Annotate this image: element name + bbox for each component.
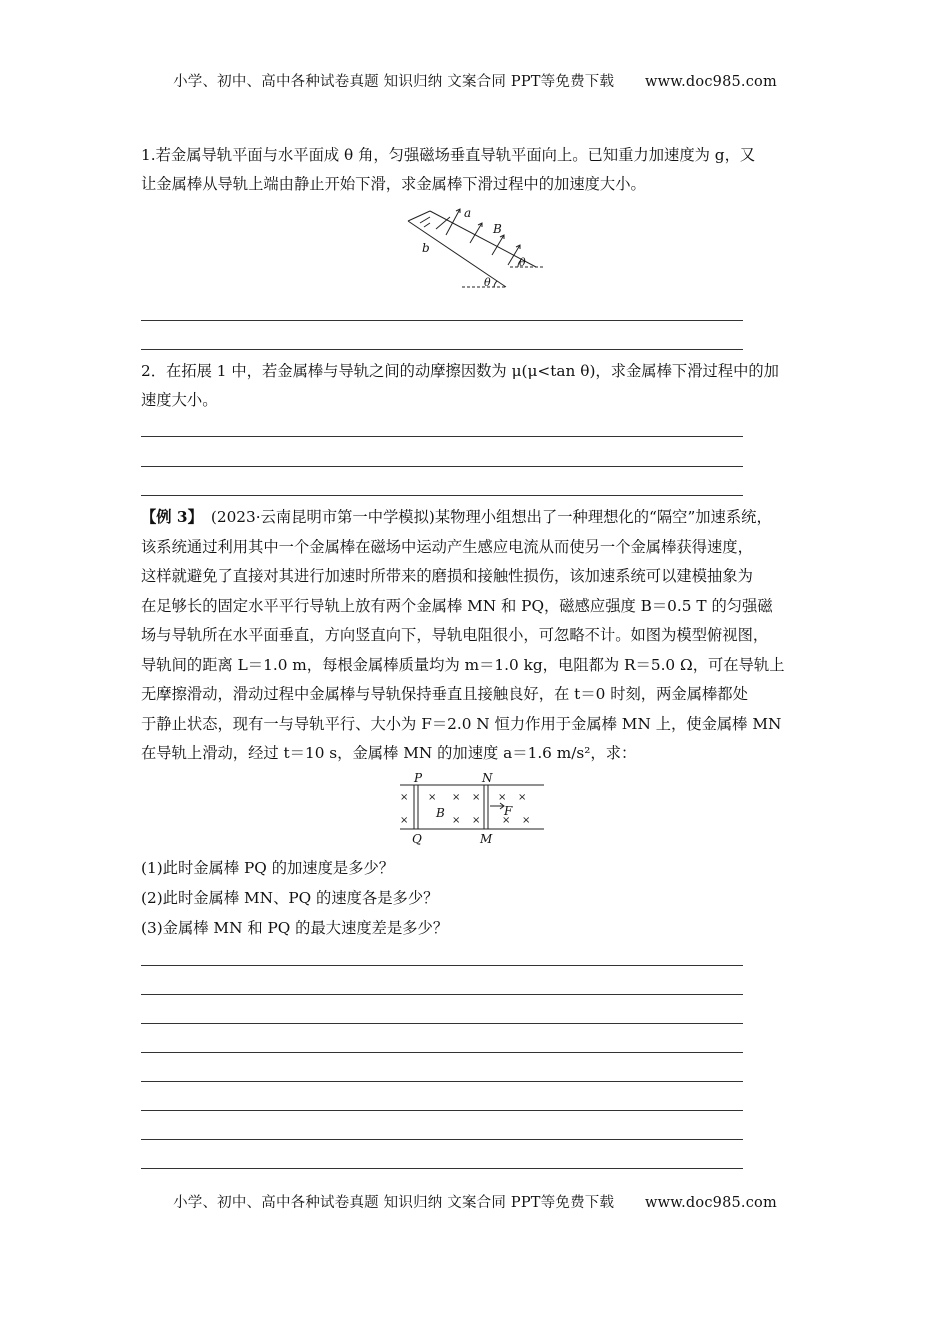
answer-line[interactable] <box>141 349 743 350</box>
field-mark: × <box>452 792 461 803</box>
battery-plate-short <box>424 223 430 227</box>
rod-MN <box>484 785 488 829</box>
example-3-line-3: 这样就避免了直接对其进行加速时所带来的磨损和接触性损伤，该加速系统可以建模抽象为 <box>141 567 753 585</box>
question-2-line-1: 2．在拓展 1 中，若金属棒与导轨之间的动摩擦因数为 μ(μ<tan θ)，求金属棒下滑过程中的加 <box>141 362 779 380</box>
example-3-text: (2023·云南昆明市第一中学模拟)某物理小组想出了一种理想化的“隔空”加速系统， <box>210 508 772 526</box>
page-footer <box>0 1191 950 1212</box>
question-2 <box>141 357 813 415</box>
question-1 <box>141 141 813 199</box>
footer-site: www.doc985.com <box>644 1195 777 1211</box>
sub-questions <box>141 853 813 943</box>
field-mark: × <box>400 792 409 803</box>
footer-text: 小学、初中、高中各种试卷真题 知识归纳 文案合同 PPT等免费下载 <box>173 1195 615 1211</box>
header-text: 小学、初中、高中各种试卷真题 知识归纳 文案合同 PPT等免费下载 <box>173 74 615 90</box>
example-3-line-8: 于静止状态，现有一与导轨平行、大小为 F＝2.0 N 恒力作用于金属棒 MN 上，使金属棒 MN <box>141 714 782 733</box>
answer-line[interactable] <box>141 495 743 496</box>
example-3-line-2: 该系统通过利用其中一个金属棒在磁场中运动产生感应电流从而使另一个金属棒获得速度， <box>141 537 753 556</box>
sub-question-2: (2)此时金属棒 MN、PQ 的速度各是多少？ <box>141 889 439 907</box>
answer-line[interactable] <box>141 1052 743 1053</box>
label-N: N <box>482 773 493 785</box>
answer-line[interactable] <box>141 1139 743 1140</box>
page-header <box>0 70 950 91</box>
example-3-line-5: 场与导轨所在水平面垂直，方向竖直向下，导轨电阻很小，可忽略不计。如图为模型俯视图， <box>141 626 769 644</box>
example-3-label: 【例 3】 <box>141 508 203 526</box>
answer-line[interactable] <box>141 466 743 467</box>
answer-line[interactable] <box>141 965 743 966</box>
rod-PQ <box>414 785 418 829</box>
field-mark: × <box>452 815 461 826</box>
field-mark: × <box>472 792 481 803</box>
field-mark: × <box>518 792 527 803</box>
field-mark: × <box>428 792 437 803</box>
label-theta-1: θ <box>519 256 526 269</box>
label-B: B <box>436 806 445 820</box>
answer-line[interactable] <box>141 1110 743 1111</box>
example-3-line-9: 在导轨上滑动，经过 t＝10 s，金属棒 MN 的加速度 a＝1.6 m/s²，求： <box>141 744 637 762</box>
field-mark: × <box>522 815 531 826</box>
answer-line[interactable] <box>141 1168 743 1169</box>
answer-line[interactable] <box>141 1023 743 1024</box>
parallel-rail-figure <box>398 773 548 847</box>
header-site: www.doc985.com <box>644 74 777 90</box>
battery-plate-long <box>420 217 430 223</box>
answer-line[interactable] <box>141 436 743 437</box>
label-B: B <box>493 222 502 236</box>
question-2-line-2: 速度大小。 <box>141 391 218 409</box>
answer-line[interactable] <box>141 320 743 321</box>
answer-line[interactable] <box>141 994 743 995</box>
example-3-line-1 <box>141 503 821 533</box>
question-1-line-1: 1.若金属导轨平面与水平面成 θ 角，匀强磁场垂直导轨平面向上。已知重力加速度为 g，又 <box>141 146 756 164</box>
field-mark: × <box>502 815 511 826</box>
inclined-rail-figure <box>400 203 550 293</box>
sub-question-3: (3)金属棒 MN 和 PQ 的最大速度差是多少？ <box>141 919 449 937</box>
label-a: a <box>464 206 472 220</box>
label-theta-2: θ <box>484 276 491 289</box>
field-mark: × <box>400 815 409 826</box>
question-1-line-2: 让金属棒从导轨上端由静止开始下滑，求金属棒下滑过程中的加速度大小。 <box>141 175 646 193</box>
example-3 <box>141 503 821 769</box>
label-M: M <box>480 832 493 846</box>
example-3-line-7: 无摩擦滑动，滑动过程中金属棒与导轨保持垂直且接触良好，在 t＝0 时刻，两金属棒都处 <box>141 685 748 703</box>
label-F: F <box>504 804 513 818</box>
field-mark: × <box>498 792 507 803</box>
example-3-line-6: 导轨间的距离 L＝1.0 m，每根金属棒质量均为 m＝1.0 kg，电阻都为 R＝5.0 Ω，可在导轨上 <box>141 655 785 674</box>
label-b: b <box>422 241 430 255</box>
sub-question-1: (1)此时金属棒 PQ 的加速度是多少？ <box>141 859 395 877</box>
metal-rod-ab <box>436 217 450 229</box>
label-P: P <box>414 773 423 785</box>
label-Q: Q <box>412 832 422 846</box>
field-mark: × <box>472 815 481 826</box>
example-3-line-4: 在足够长的固定水平平行导轨上放有两个金属棒 MN 和 PQ，磁感应强度 B＝0.5 T 的匀强磁 <box>141 596 773 615</box>
answer-line[interactable] <box>141 1081 743 1082</box>
